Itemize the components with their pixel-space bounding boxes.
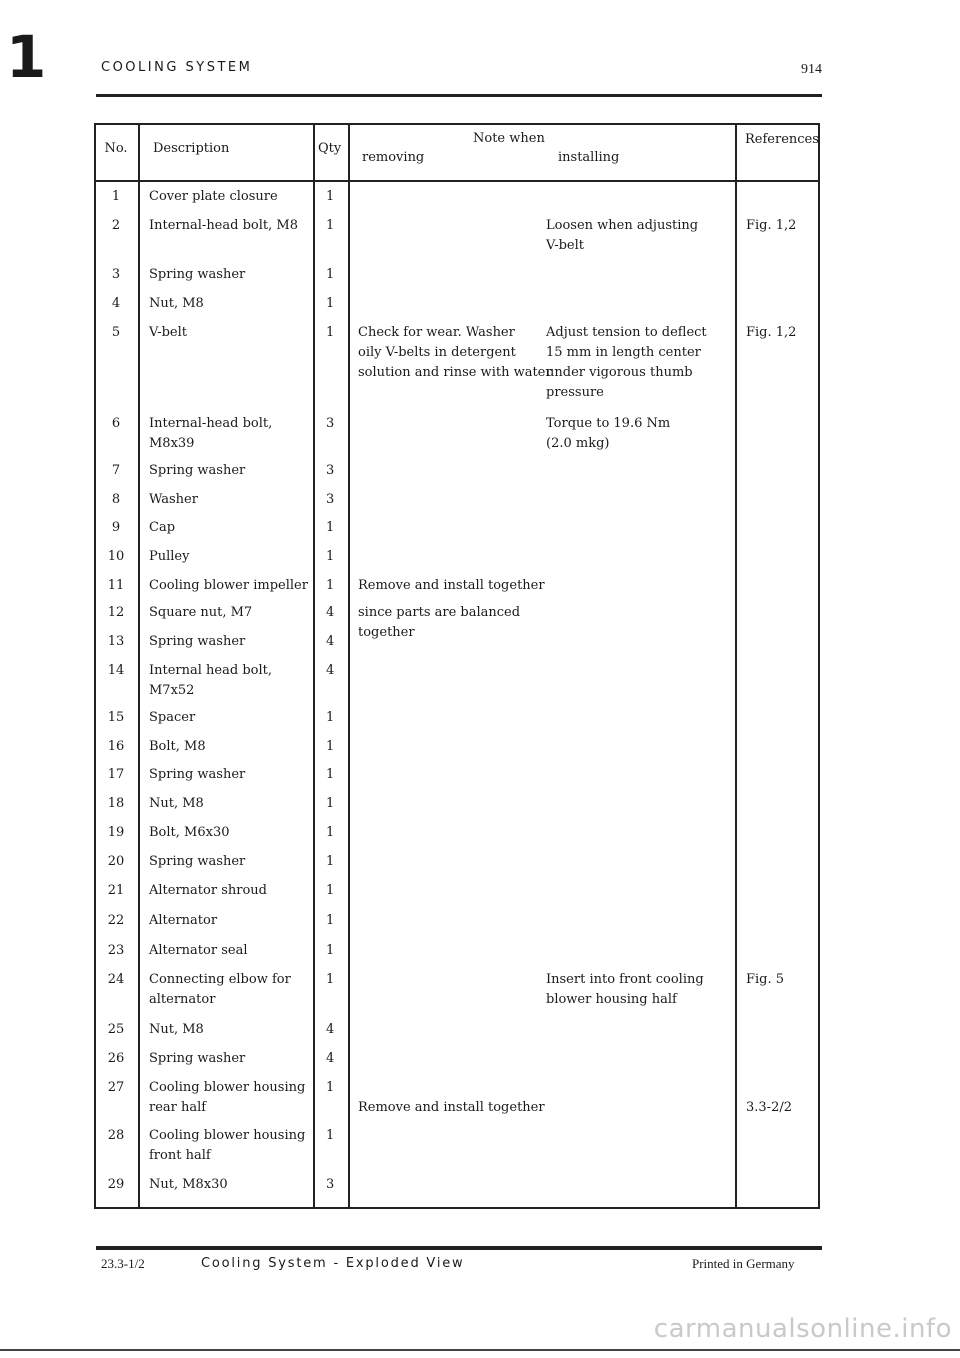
row-qty: 1: [326, 1128, 335, 1143]
column-header-no: No.: [104, 141, 128, 156]
row-description: Spring washer: [149, 463, 246, 478]
row-qty: 4: [326, 634, 335, 649]
row-number: 28: [107, 1128, 125, 1143]
row-removing-note: Remove and install together: [358, 1100, 545, 1115]
row-description: Spring washer: [149, 767, 246, 782]
row-qty: 1: [326, 1080, 335, 1095]
row-number: 20: [107, 854, 125, 869]
row-description: Cap: [149, 520, 176, 535]
row-installing-note: Adjust tension to deflect 15 mm in length center under vigorous thumb pressure: [546, 325, 707, 400]
header-rule: [96, 94, 822, 97]
footer-printed-in: Printed in Germany: [692, 1256, 795, 1271]
row-number: 9: [111, 520, 121, 535]
row-description: Nut, M8x30: [149, 1177, 228, 1192]
row-description: Cooling blower housing front half: [149, 1128, 306, 1163]
row-number: 18: [107, 796, 125, 811]
row-qty: 3: [326, 463, 335, 478]
row-qty: 1: [326, 218, 335, 233]
row-description: Internal-head bolt, M8x39: [149, 416, 273, 451]
row-description: Cooling blower housing rear half: [149, 1080, 306, 1115]
row-number: 13: [107, 634, 125, 649]
row-number: 25: [107, 1022, 125, 1037]
row-number: 1: [111, 189, 121, 204]
row-qty: 3: [326, 1177, 335, 1192]
section-title: COOLING SYSTEM: [101, 60, 253, 75]
row-qty: 3: [326, 416, 335, 431]
row-number: 29: [107, 1177, 125, 1192]
column-header-qty: Qty: [318, 141, 342, 156]
footer-section-code: 23.3-1/2: [101, 1256, 145, 1271]
row-description: V-belt: [149, 325, 187, 340]
row-description: Alternator seal: [149, 943, 248, 958]
row-number: 3: [111, 267, 121, 282]
column-divider-note: [735, 123, 737, 1209]
row-removing-note: since parts are balanced together: [358, 605, 521, 640]
footer-title: Cooling System - Exploded View: [201, 1256, 465, 1271]
row-qty: 1: [326, 296, 335, 311]
row-description: Alternator shroud: [149, 883, 267, 898]
row-qty: 1: [326, 943, 335, 958]
row-description: Cover plate closure: [149, 189, 278, 204]
row-number: 4: [111, 296, 121, 311]
row-qty: 1: [326, 520, 335, 535]
footer-rule: [96, 1246, 822, 1250]
row-number: 15: [107, 710, 125, 725]
row-qty: 1: [326, 739, 335, 754]
row-description: Spring washer: [149, 267, 246, 282]
row-qty: 1: [326, 578, 335, 593]
row-number: 12: [107, 605, 125, 620]
table-header-rule: [94, 180, 820, 182]
row-description: Nut, M8: [149, 1022, 204, 1037]
row-reference: Fig. 1,2: [746, 325, 797, 340]
row-qty: 1: [326, 189, 335, 204]
row-qty: 1: [326, 767, 335, 782]
row-number: 26: [107, 1051, 125, 1066]
column-header-references: References: [745, 132, 819, 147]
row-description: Cooling blower impeller: [149, 578, 308, 593]
row-description: Internal-head bolt, M8: [149, 218, 298, 233]
row-removing-note: Remove and install together: [358, 578, 545, 593]
row-description: Spring washer: [149, 1051, 246, 1066]
row-number: 11: [107, 578, 125, 593]
row-description: Spring washer: [149, 854, 246, 869]
row-qty: 1: [326, 549, 335, 564]
row-number: 2: [111, 218, 121, 233]
row-description: Nut, M8: [149, 796, 204, 811]
watermark: carmanualsonline.info: [653, 1314, 952, 1344]
row-number: 17: [107, 767, 125, 782]
row-qty: 4: [326, 605, 335, 620]
row-description: Square nut, M7: [149, 605, 253, 620]
row-qty: 4: [326, 663, 335, 678]
row-number: 8: [111, 492, 121, 507]
chapter-number: 1: [6, 23, 47, 91]
row-qty: 1: [326, 796, 335, 811]
row-qty: 1: [326, 325, 335, 340]
row-reference: Fig. 5: [746, 972, 785, 987]
column-divider-qty: [348, 123, 350, 1209]
row-number: 7: [111, 463, 121, 478]
page-number: 914: [801, 62, 822, 77]
row-qty: 1: [326, 710, 335, 725]
row-removing-note: Check for wear. Washer oily V-belts in detergent solution and rinse with water: [358, 325, 552, 380]
row-qty: 1: [326, 972, 335, 987]
row-number: 16: [107, 739, 125, 754]
row-qty: 1: [326, 267, 335, 282]
row-number: 14: [107, 663, 125, 678]
row-qty: 3: [326, 492, 335, 507]
row-installing-note: Loosen when adjusting V-belt: [546, 218, 699, 253]
row-number: 23: [107, 943, 125, 958]
column-header-removing: removing: [362, 150, 425, 165]
row-installing-note: Torque to 19.6 Nm (2.0 mkg): [546, 416, 671, 451]
row-qty: 4: [326, 1051, 335, 1066]
row-reference: Fig. 1,2: [746, 218, 797, 233]
row-qty: 1: [326, 825, 335, 840]
column-header-installing: installing: [558, 150, 620, 165]
row-reference: 3.3-2/2: [746, 1100, 792, 1115]
row-installing-note: Insert into front cooling blower housing half: [546, 972, 704, 1007]
row-qty: 1: [326, 913, 335, 928]
row-qty: 1: [326, 883, 335, 898]
column-divider-no: [138, 123, 140, 1209]
row-description: Pulley: [149, 549, 190, 564]
row-description: Bolt, M6x30: [149, 825, 230, 840]
row-description: Internal head bolt, M7x52: [149, 663, 272, 698]
row-number: 19: [107, 825, 125, 840]
row-qty: 4: [326, 1022, 335, 1037]
row-number: 10: [107, 549, 125, 564]
row-number: 27: [107, 1080, 125, 1095]
row-number: 22: [107, 913, 125, 928]
page-edge-line: [0, 1349, 960, 1351]
row-description: Alternator: [149, 913, 218, 928]
row-description: Connecting elbow for alternator: [149, 972, 291, 1007]
row-description: Nut, M8: [149, 296, 204, 311]
row-description: Spacer: [149, 710, 196, 725]
row-description: Washer: [149, 492, 198, 507]
row-number: 5: [111, 325, 121, 340]
column-header-note-when: Note when: [473, 131, 545, 146]
row-description: Spring washer: [149, 634, 246, 649]
column-divider-description: [313, 123, 315, 1209]
row-number: 24: [107, 972, 125, 987]
column-header-description: Description: [153, 141, 230, 156]
row-qty: 1: [326, 854, 335, 869]
row-number: 21: [107, 883, 125, 898]
row-number: 6: [111, 416, 121, 431]
row-description: Bolt, M8: [149, 739, 206, 754]
